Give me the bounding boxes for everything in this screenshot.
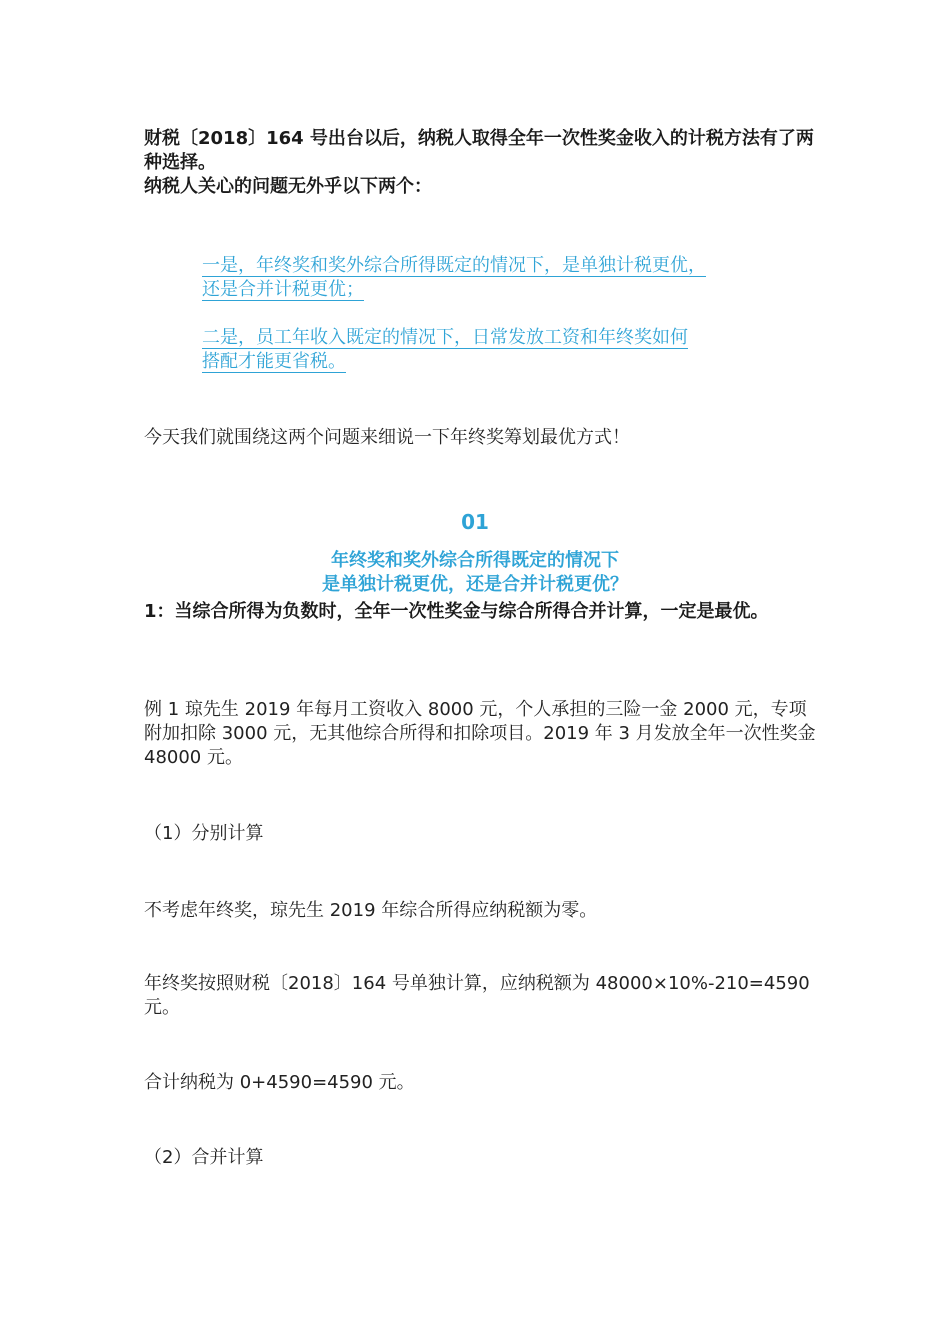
- calc-separate-label: （1）分别计算: [144, 823, 264, 844]
- intro-line-2: 纳税人关心的问题无外乎以下两个：: [144, 176, 432, 197]
- section-title-line-1: 年终奖和奖外综合所得既定的情况下: [331, 550, 619, 571]
- calc-separate-total: 合计纳税为 0+4590=4590 元。: [144, 1072, 415, 1093]
- question-two-line-2: 搭配才能更省税。: [202, 351, 346, 372]
- question-two-line-1: 二是，员工年收入既定的情况下，日常发放工资和年终奖如何: [202, 327, 688, 348]
- section-title-line-2: 是单独计税更优，还是合并计税更优？: [322, 574, 628, 595]
- today-paragraph: 今天我们就围绕这两个问题来细说一下年终奖筹划最优方式！: [144, 427, 630, 448]
- calc-separate-text-2: 年终奖按照财税〔2018〕164 号单独计算，应纳税额为 48000×10%-210=4590 元。: [144, 973, 810, 1018]
- calc-combined-label: （2）合并计算: [144, 1147, 264, 1168]
- calc-separate-text-1: 不考虑年终奖，琼先生 2019 年综合所得应纳税额为零。: [144, 900, 598, 921]
- section-title: [0, 549, 950, 597]
- intro-paragraph: [144, 127, 824, 199]
- question-one: [202, 254, 802, 302]
- question-two: [202, 326, 802, 374]
- section-number: 01: [461, 510, 489, 534]
- example-paragraph: 例 1 琼先生 2019 年每月工资收入 8000 元，个人承担的三险一金 2000 元，专项附加扣除 3000 元，无其他综合所得和扣除项目。2019 年 3 月发放全年一次性奖金 48000 元。: [144, 699, 816, 768]
- point-one-heading: 1：当综合所得为负数时，全年一次性奖金与综合所得合并计算，一定是最优。: [144, 601, 769, 622]
- intro-line-1: 财税〔2018〕164 号出台以后，纳税人取得全年一次性奖金收入的计税方法有了两种选择。: [144, 128, 814, 173]
- question-one-line-2: 还是合并计税更优；: [202, 279, 364, 300]
- question-one-line-1: 一是，年终奖和奖外综合所得既定的情况下，是单独计税更优，: [202, 255, 706, 276]
